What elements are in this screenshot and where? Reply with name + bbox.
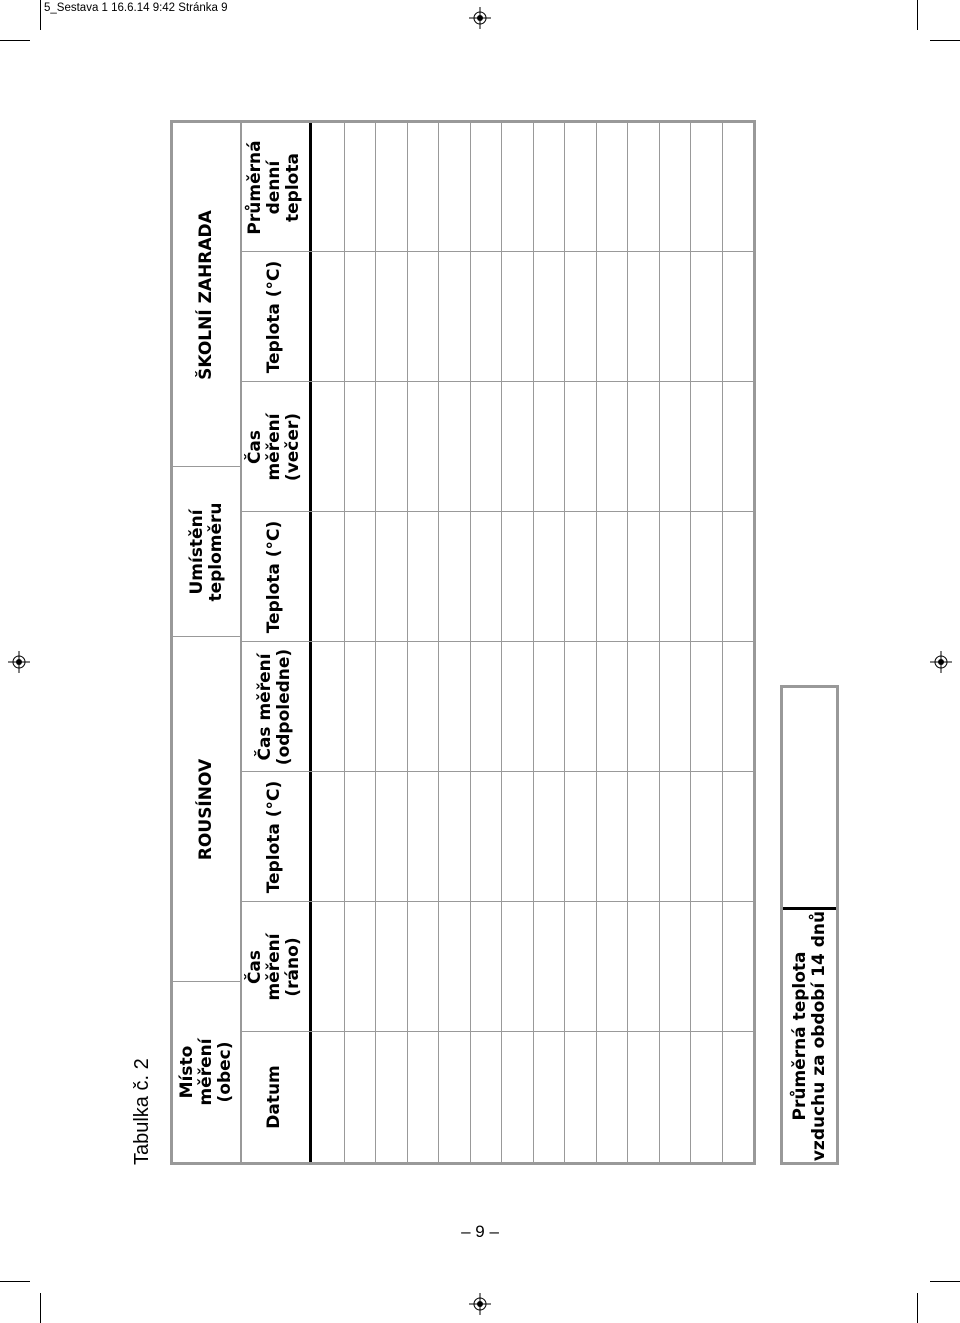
table-cell[interactable] <box>722 382 754 512</box>
table-cell[interactable] <box>407 382 439 512</box>
table-cell[interactable] <box>690 1032 722 1162</box>
table-cell[interactable] <box>596 382 628 512</box>
table-cell[interactable] <box>533 252 565 382</box>
table-cell[interactable] <box>596 642 628 772</box>
table-cell[interactable] <box>722 902 754 1032</box>
table-cell[interactable] <box>659 122 691 252</box>
table-cell[interactable] <box>533 772 565 902</box>
table-cell[interactable] <box>438 122 470 252</box>
summary-table <box>780 685 839 1165</box>
table-cell[interactable] <box>375 1032 407 1162</box>
table-cell[interactable] <box>407 642 439 772</box>
table-cell[interactable] <box>375 382 407 512</box>
table-cell[interactable] <box>407 122 439 252</box>
table-cell[interactable] <box>627 382 659 512</box>
measurement-table <box>170 120 756 1165</box>
table-cell[interactable] <box>564 902 596 1032</box>
table-cell[interactable] <box>470 252 502 382</box>
table-cell[interactable] <box>312 252 344 382</box>
table-cell[interactable] <box>407 512 439 642</box>
table-cell[interactable] <box>690 252 722 382</box>
table-cell[interactable] <box>596 772 628 902</box>
crop-mark <box>40 0 41 30</box>
table-cell[interactable] <box>312 772 344 902</box>
table-cell[interactable] <box>438 642 470 772</box>
table-cell[interactable] <box>344 122 376 252</box>
table-caption: Tabulka č. 2 <box>131 1058 153 1165</box>
table-cell[interactable] <box>659 252 691 382</box>
table-cell[interactable] <box>375 122 407 252</box>
table-cell[interactable] <box>627 122 659 252</box>
print-slug: 5_Sestava 1 16.6.14 9:42 Stránka 9 <box>44 2 228 14</box>
table-cell[interactable] <box>533 642 565 772</box>
table-cell[interactable] <box>533 1032 565 1162</box>
table-cell[interactable] <box>564 382 596 512</box>
table-cell[interactable] <box>722 252 754 382</box>
table-cell[interactable] <box>375 512 407 642</box>
registration-mark-icon <box>8 651 30 673</box>
table-cell[interactable] <box>659 512 691 642</box>
column-header-afternoon-time: Čas měření (odpoledne) <box>254 648 294 766</box>
table-cell[interactable] <box>501 1032 533 1162</box>
table-cell[interactable] <box>659 642 691 772</box>
table-cell[interactable] <box>501 382 533 512</box>
table-cell[interactable] <box>312 902 344 1032</box>
summary-label: Průměrná teplota vzduchu za období 14 dnů <box>783 907 836 1162</box>
summary-value-cell[interactable] <box>783 688 836 907</box>
table-cell[interactable] <box>312 1032 344 1162</box>
column-header-row <box>240 123 312 1162</box>
column-header-afternoon-temp: Teplota (°C) <box>264 520 284 634</box>
table-cell[interactable] <box>722 512 754 642</box>
table-cell[interactable] <box>564 772 596 902</box>
table-cell[interactable] <box>344 902 376 1032</box>
table-cell[interactable] <box>564 1032 596 1162</box>
table-cell[interactable] <box>564 122 596 252</box>
header-divider <box>173 466 240 467</box>
crop-mark <box>930 40 960 41</box>
table-cell[interactable] <box>470 382 502 512</box>
table-cell[interactable] <box>533 902 565 1032</box>
column-header-morning-temp: Teplota (°C) <box>264 780 284 894</box>
table-cell[interactable] <box>596 252 628 382</box>
table-cell[interactable] <box>470 772 502 902</box>
table-cell[interactable] <box>627 512 659 642</box>
header-divider <box>173 981 240 982</box>
table-cell[interactable] <box>690 642 722 772</box>
table-cell[interactable] <box>438 772 470 902</box>
table-cell[interactable] <box>533 512 565 642</box>
page-number: – 9 – <box>461 1222 499 1241</box>
table-cell[interactable] <box>470 642 502 772</box>
table-cell[interactable] <box>596 902 628 1032</box>
table-cell[interactable] <box>501 902 533 1032</box>
column-header-morning-time: Čas měření (ráno) <box>245 933 303 1001</box>
table-cell[interactable] <box>438 382 470 512</box>
table-cell[interactable] <box>722 1032 754 1162</box>
table-cell[interactable] <box>533 122 565 252</box>
table-cell[interactable] <box>501 642 533 772</box>
info-header-row <box>173 123 242 1162</box>
registration-mark-icon <box>469 7 491 29</box>
table-cell[interactable] <box>627 1032 659 1162</box>
table-cell[interactable] <box>312 382 344 512</box>
table-cell[interactable] <box>659 902 691 1032</box>
table-cell[interactable] <box>501 772 533 902</box>
table-cell[interactable] <box>407 902 439 1032</box>
table-cell[interactable] <box>596 1032 628 1162</box>
table-cell[interactable] <box>564 512 596 642</box>
table-cell[interactable] <box>564 252 596 382</box>
table-cell[interactable] <box>344 382 376 512</box>
table-cell[interactable] <box>344 1032 376 1162</box>
table-cell[interactable] <box>375 252 407 382</box>
table-cell[interactable] <box>344 772 376 902</box>
table-cell[interactable] <box>501 252 533 382</box>
table-cell[interactable] <box>690 122 722 252</box>
table-cell[interactable] <box>312 642 344 772</box>
table-cell[interactable] <box>344 512 376 642</box>
column-header-evening-time: Čas měření (večer) <box>245 412 303 482</box>
table-cell[interactable] <box>659 382 691 512</box>
location-label: Umístění teploměru <box>186 502 226 602</box>
table-cell[interactable] <box>470 1032 502 1162</box>
table-cell[interactable] <box>659 1032 691 1162</box>
table-cell[interactable] <box>596 122 628 252</box>
table-cell[interactable] <box>627 902 659 1032</box>
crop-mark <box>917 0 918 30</box>
table-cell[interactable] <box>627 252 659 382</box>
table-cell[interactable] <box>407 1032 439 1162</box>
location-value: ŠKOLNÍ ZAHRADA <box>196 210 216 380</box>
registration-mark-icon <box>930 651 952 673</box>
place-value: ROUSÍNOV <box>196 758 216 861</box>
column-header-date: Datum <box>264 1065 284 1129</box>
table-cell[interactable] <box>690 902 722 1032</box>
table-cell[interactable] <box>438 902 470 1032</box>
crop-mark <box>0 1281 30 1282</box>
column-header-daily-average: Průměrná denní teplota <box>245 140 303 235</box>
table-cell[interactable] <box>375 902 407 1032</box>
crop-mark <box>917 1293 918 1323</box>
table-cell[interactable] <box>533 382 565 512</box>
place-label: Místo měření (obec) <box>177 1038 235 1106</box>
table-cell[interactable] <box>690 512 722 642</box>
table-cell[interactable] <box>722 772 754 902</box>
table-cell[interactable] <box>564 642 596 772</box>
header-divider <box>173 636 240 637</box>
table-cell[interactable] <box>438 512 470 642</box>
table-cell[interactable] <box>312 512 344 642</box>
table-cell[interactable] <box>627 772 659 902</box>
table-cell[interactable] <box>375 642 407 772</box>
table-cell[interactable] <box>690 382 722 512</box>
crop-mark <box>0 40 30 41</box>
table-cell[interactable] <box>722 642 754 772</box>
table-cell[interactable] <box>407 252 439 382</box>
table-cell[interactable] <box>470 512 502 642</box>
table-cell[interactable] <box>659 772 691 902</box>
table-cell[interactable] <box>438 252 470 382</box>
table-cell[interactable] <box>722 122 754 252</box>
crop-mark <box>930 1281 960 1282</box>
column-header-evening-temp: Teplota (°C) <box>264 260 284 374</box>
table-cell[interactable] <box>627 642 659 772</box>
table-cell[interactable] <box>501 122 533 252</box>
table-cell[interactable] <box>375 772 407 902</box>
table-cell[interactable] <box>501 512 533 642</box>
registration-mark-icon <box>469 1293 491 1315</box>
table-cell[interactable] <box>690 772 722 902</box>
table-cell[interactable] <box>344 642 376 772</box>
table-cell[interactable] <box>470 902 502 1032</box>
table-cell[interactable] <box>596 512 628 642</box>
crop-mark <box>40 1293 41 1323</box>
table-cell[interactable] <box>438 1032 470 1162</box>
table-cell[interactable] <box>470 122 502 252</box>
table-cell[interactable] <box>344 252 376 382</box>
table-cell[interactable] <box>407 772 439 902</box>
table-cell[interactable] <box>312 122 344 252</box>
